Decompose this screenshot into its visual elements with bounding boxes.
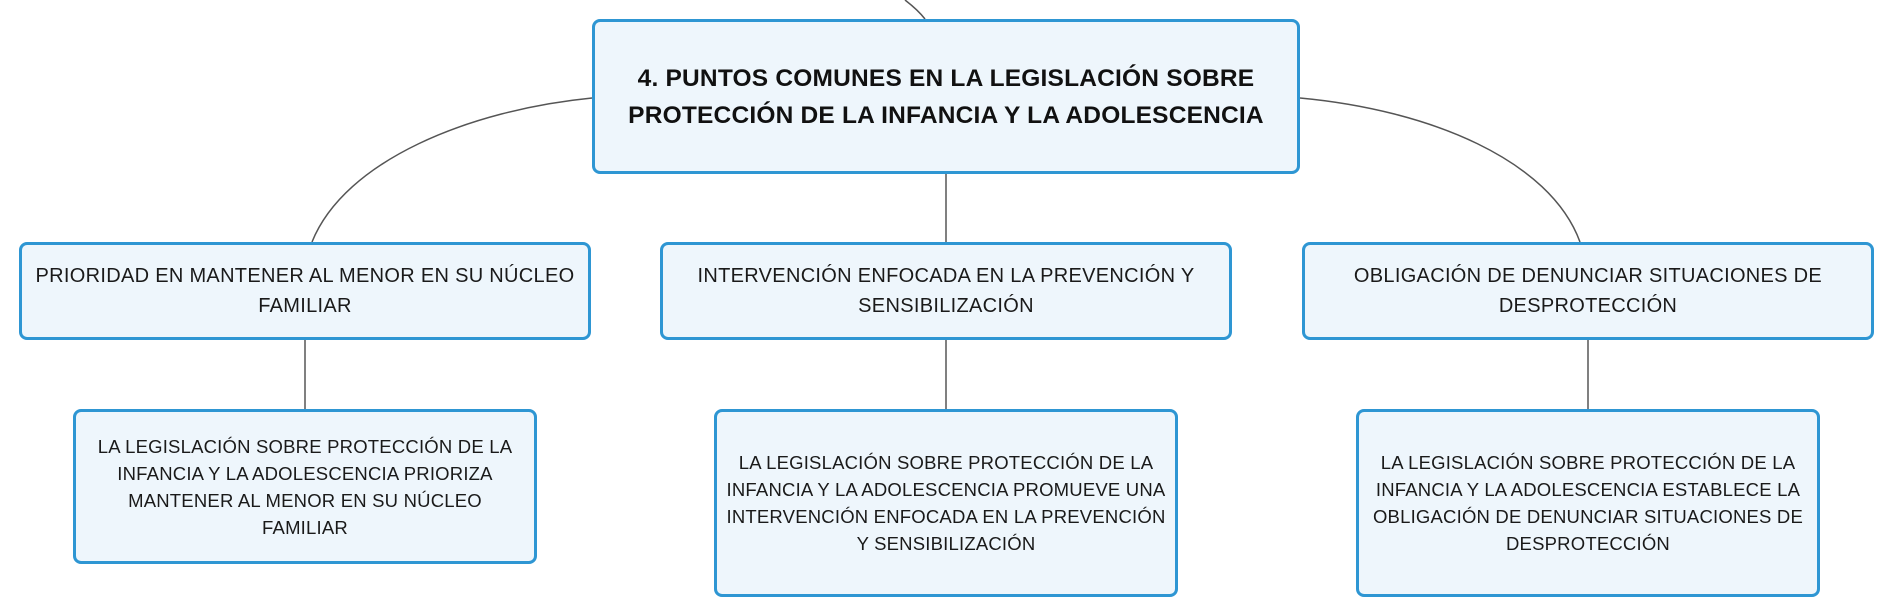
branch-topic-1[interactable] — [19, 242, 591, 340]
leaf-topic-1[interactable] — [73, 409, 537, 564]
leaf-topic-text: LA LEGISLACIÓN SOBRE PROTECCIÓN DE LA INFANCIA Y LA ADOLESCENCIA PROMUEVE UNA INTERVENCIÓN ENFOCADA EN LA PREVENCIÓN Y SENSIBILIZACIÓN — [726, 452, 1166, 554]
branch-topic-3[interactable] — [1302, 242, 1874, 340]
branch-topic-label: PRIORIDAD EN MANTENER AL MENOR EN SU NÚCLEO FAMILIAR — [35, 265, 575, 317]
leaf-topic-text: LA LEGISLACIÓN SOBRE PROTECCIÓN DE LA INFANCIA Y LA ADOLESCENCIA PRIORIZA MANTENER AL MENOR EN SU NÚCLEO FAMILIAR — [97, 435, 513, 538]
connector-root-to-branch-1 — [312, 98, 592, 242]
leaf-topic-2[interactable] — [714, 409, 1178, 597]
leaf-topic-text: LA LEGISLACIÓN SOBRE PROTECCIÓN DE LA INFANCIA Y LA ADOLESCENCIA ESTABLECE LA OBLIGACIÓN DE DENUNCIAR SITUACIONES DE DESPROTECCIÓN — [1372, 452, 1804, 554]
branch-topic-label: OBLIGACIÓN DE DENUNCIAR SITUACIONES DE DESPROTECCIÓN — [1353, 265, 1823, 317]
root-topic-title: 4. PUNTOS COMUNES EN LA LEGISLACIÓN SOBRE PROTECCIÓN DE LA INFANCIA Y LA ADOLESCENCIA — [628, 64, 1264, 129]
connector-root-to-branch-3 — [1300, 98, 1580, 242]
branch-topic-label: INTERVENCIÓN ENFOCADA EN LA PREVENCIÓN Y SENSIBILIZACIÓN — [697, 265, 1195, 317]
root-topic[interactable] — [592, 19, 1300, 174]
branch-topic-2[interactable] — [660, 242, 1232, 340]
leaf-topic-3[interactable] — [1356, 409, 1820, 597]
connector-parent-to-root — [905, 0, 925, 19]
